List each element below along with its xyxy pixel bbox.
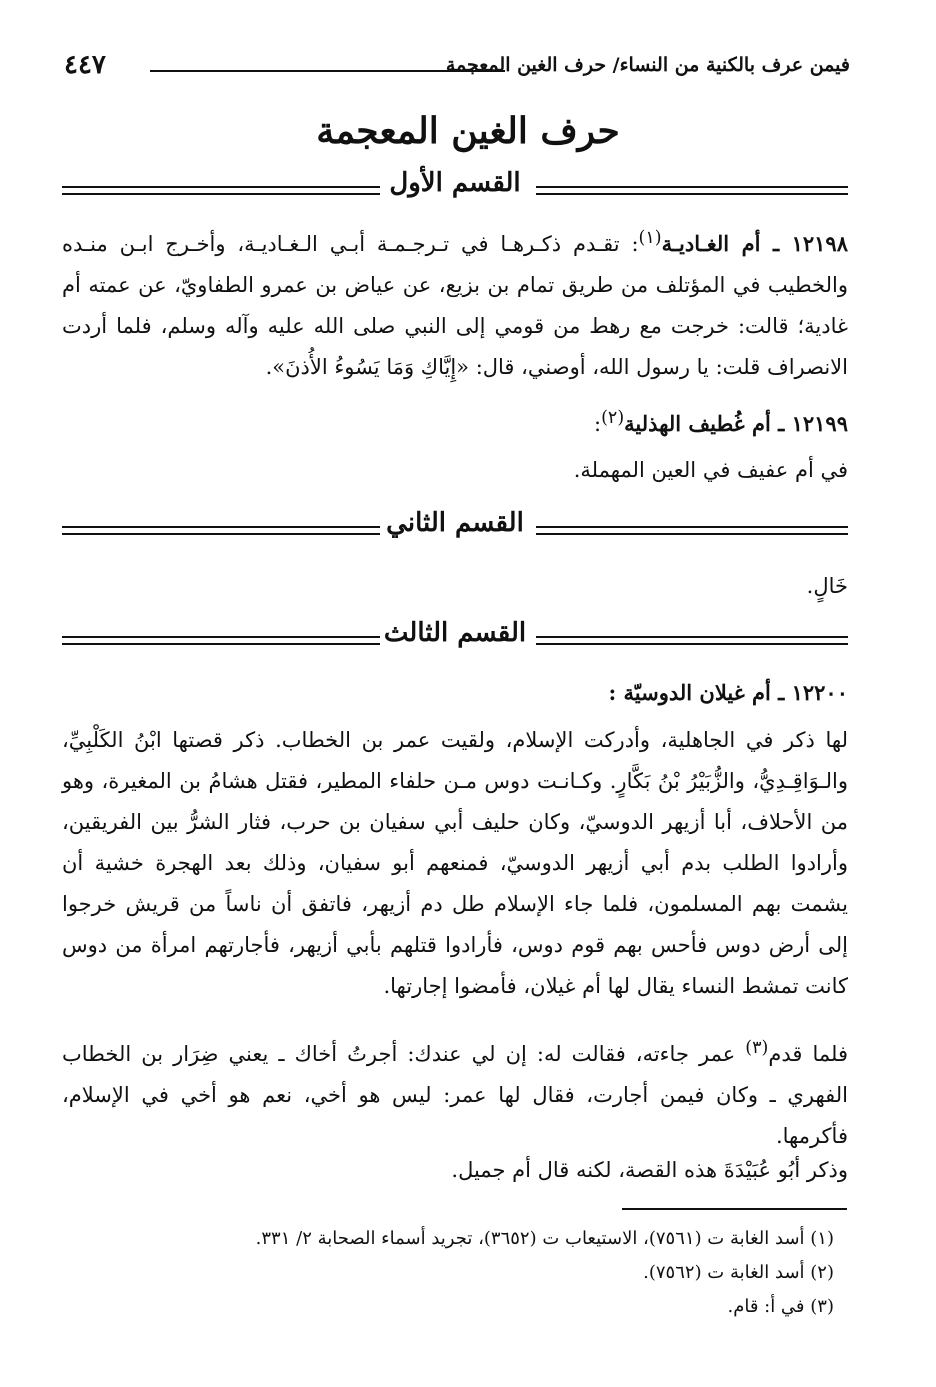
- running-title: فيمن عرف بالكنية من النساء/ حرف الغين المعجمة: [445, 54, 850, 76]
- footnote-2: (٢) أسد الغابة ت (٧٥٦٢).: [643, 1262, 834, 1283]
- entry-12200-p1: لها ذكر في الجاهلية، وأدركت الإسلام، ولقيت عمر بن الخطاب. ذكر قصتها ابْنُ الكَلْبِيِّ، والـوَاقِـدِيُّ، والزُّبَيْرُ بْنُ بَكَّارٍ. وكـانـت دوس مـن حلفاء المطير، فقتل هشامُ بن المغيرة، وهو من الأحلاف، أبا أزيهر الدوسيّ، وكان حليف أبي سفيان بن حرب، فثار الشرُّ بين الفريقين، وأرادوا الطلب بدم أبي أزيهر الدوسيّ، فمنعهم أبو سفيان، وذلك بعد الهجرة خشية أن يشمت بهم المسلمون، فلما جاء الإسلام طل دم أزيهر، فاتفق أن ناساً من قريش خرجوا إلى أرض دوس فأحس بهم قوم دوس، فأرادوا قتلهم بأبي أزيهر، فأجارتهم امرأة من دوس كانت تمشط النساء يقال لها أم غيلان، فأمضوا إجارتها.: [62, 728, 848, 998]
- section-label: القسم الأول: [389, 168, 521, 198]
- section-heading-3: [62, 618, 848, 662]
- page-number: ٤٤٧: [64, 50, 106, 80]
- paragraph-text: عمر جاءته، فقالت له: إن لي عندك: أجرتُ أخاك ـ يعني ضِرَار بن الخطاب الفهري ـ وكان فيمن أجارت، فقال لها عمر: ليس هو أخي، نعم هو أخي في الإسلام، فأكرمها.: [62, 1042, 848, 1148]
- section-heading-1: [62, 168, 848, 212]
- entry-heading: ١٢٢٠٠ ـ أم غيلان الدوسيّة :: [608, 680, 848, 705]
- entry-12200-heading: [62, 672, 848, 714]
- footnote-marker: (١): [638, 228, 662, 248]
- footnote-marker: (٢): [601, 408, 625, 428]
- entry-heading: ١٢١٩٨ ـ أم الغـاديـة: [661, 231, 848, 256]
- section-label: القسم الثاني: [386, 508, 524, 538]
- entry-12198: [62, 218, 848, 388]
- footnote-3: (٣) في أ: قام.: [727, 1296, 834, 1317]
- section-label: القسم الثالث: [383, 618, 527, 648]
- footnote-1: (١) أسد الغابة ت (٧٥٦١)، الاستيعاب ت (٣٦٥٢)، تجريد أسماء الصحابة ٢/ ٣٣١.: [255, 1228, 834, 1249]
- section-heading-2: [62, 508, 848, 552]
- entry-12200-p2: [62, 1028, 848, 1157]
- footnote-separator: [622, 1208, 847, 1210]
- entry-12199-body: في أم عفيف في العين المهملة.: [573, 458, 848, 482]
- section-2-body: خَالٍ.: [806, 574, 848, 598]
- entry-heading: ١٢١٩٩ ـ أم غُطيف الهذلية: [624, 411, 848, 436]
- page-header: [64, 48, 850, 82]
- chapter-title: حرف الغين المعجمة: [316, 110, 620, 152]
- entry-12199: [62, 398, 848, 445]
- entry-text: : تقـدم ذكـرهـا في تـرجـمـة أبـي الـغـاديـة، وأخـرج ابـن منـده والخطيب في المؤتلف من طريق تمام بن بزيع، عن عياض بن عمرو الطفاويّ، عن عمته أم غادية؛ قالت: خرجت مع رهط من قومي إلى النبي صلى الله عليه وآله وسلم، فلما أردت الانصراف قلت: يا رسول الله، أوصني، قال: «إِيَّاكِ وَمَا يَسُوءُ الأُذنَ».: [62, 232, 848, 379]
- entry-text: :: [594, 412, 602, 436]
- entry-12200-p3: وذكر أبُو عُبَيْدَةَ هذه القصة، لكنه قال أم جميل.: [451, 1158, 848, 1182]
- paragraph-text: فلما قدم: [768, 1042, 848, 1066]
- footnote-marker: (٣): [745, 1038, 769, 1058]
